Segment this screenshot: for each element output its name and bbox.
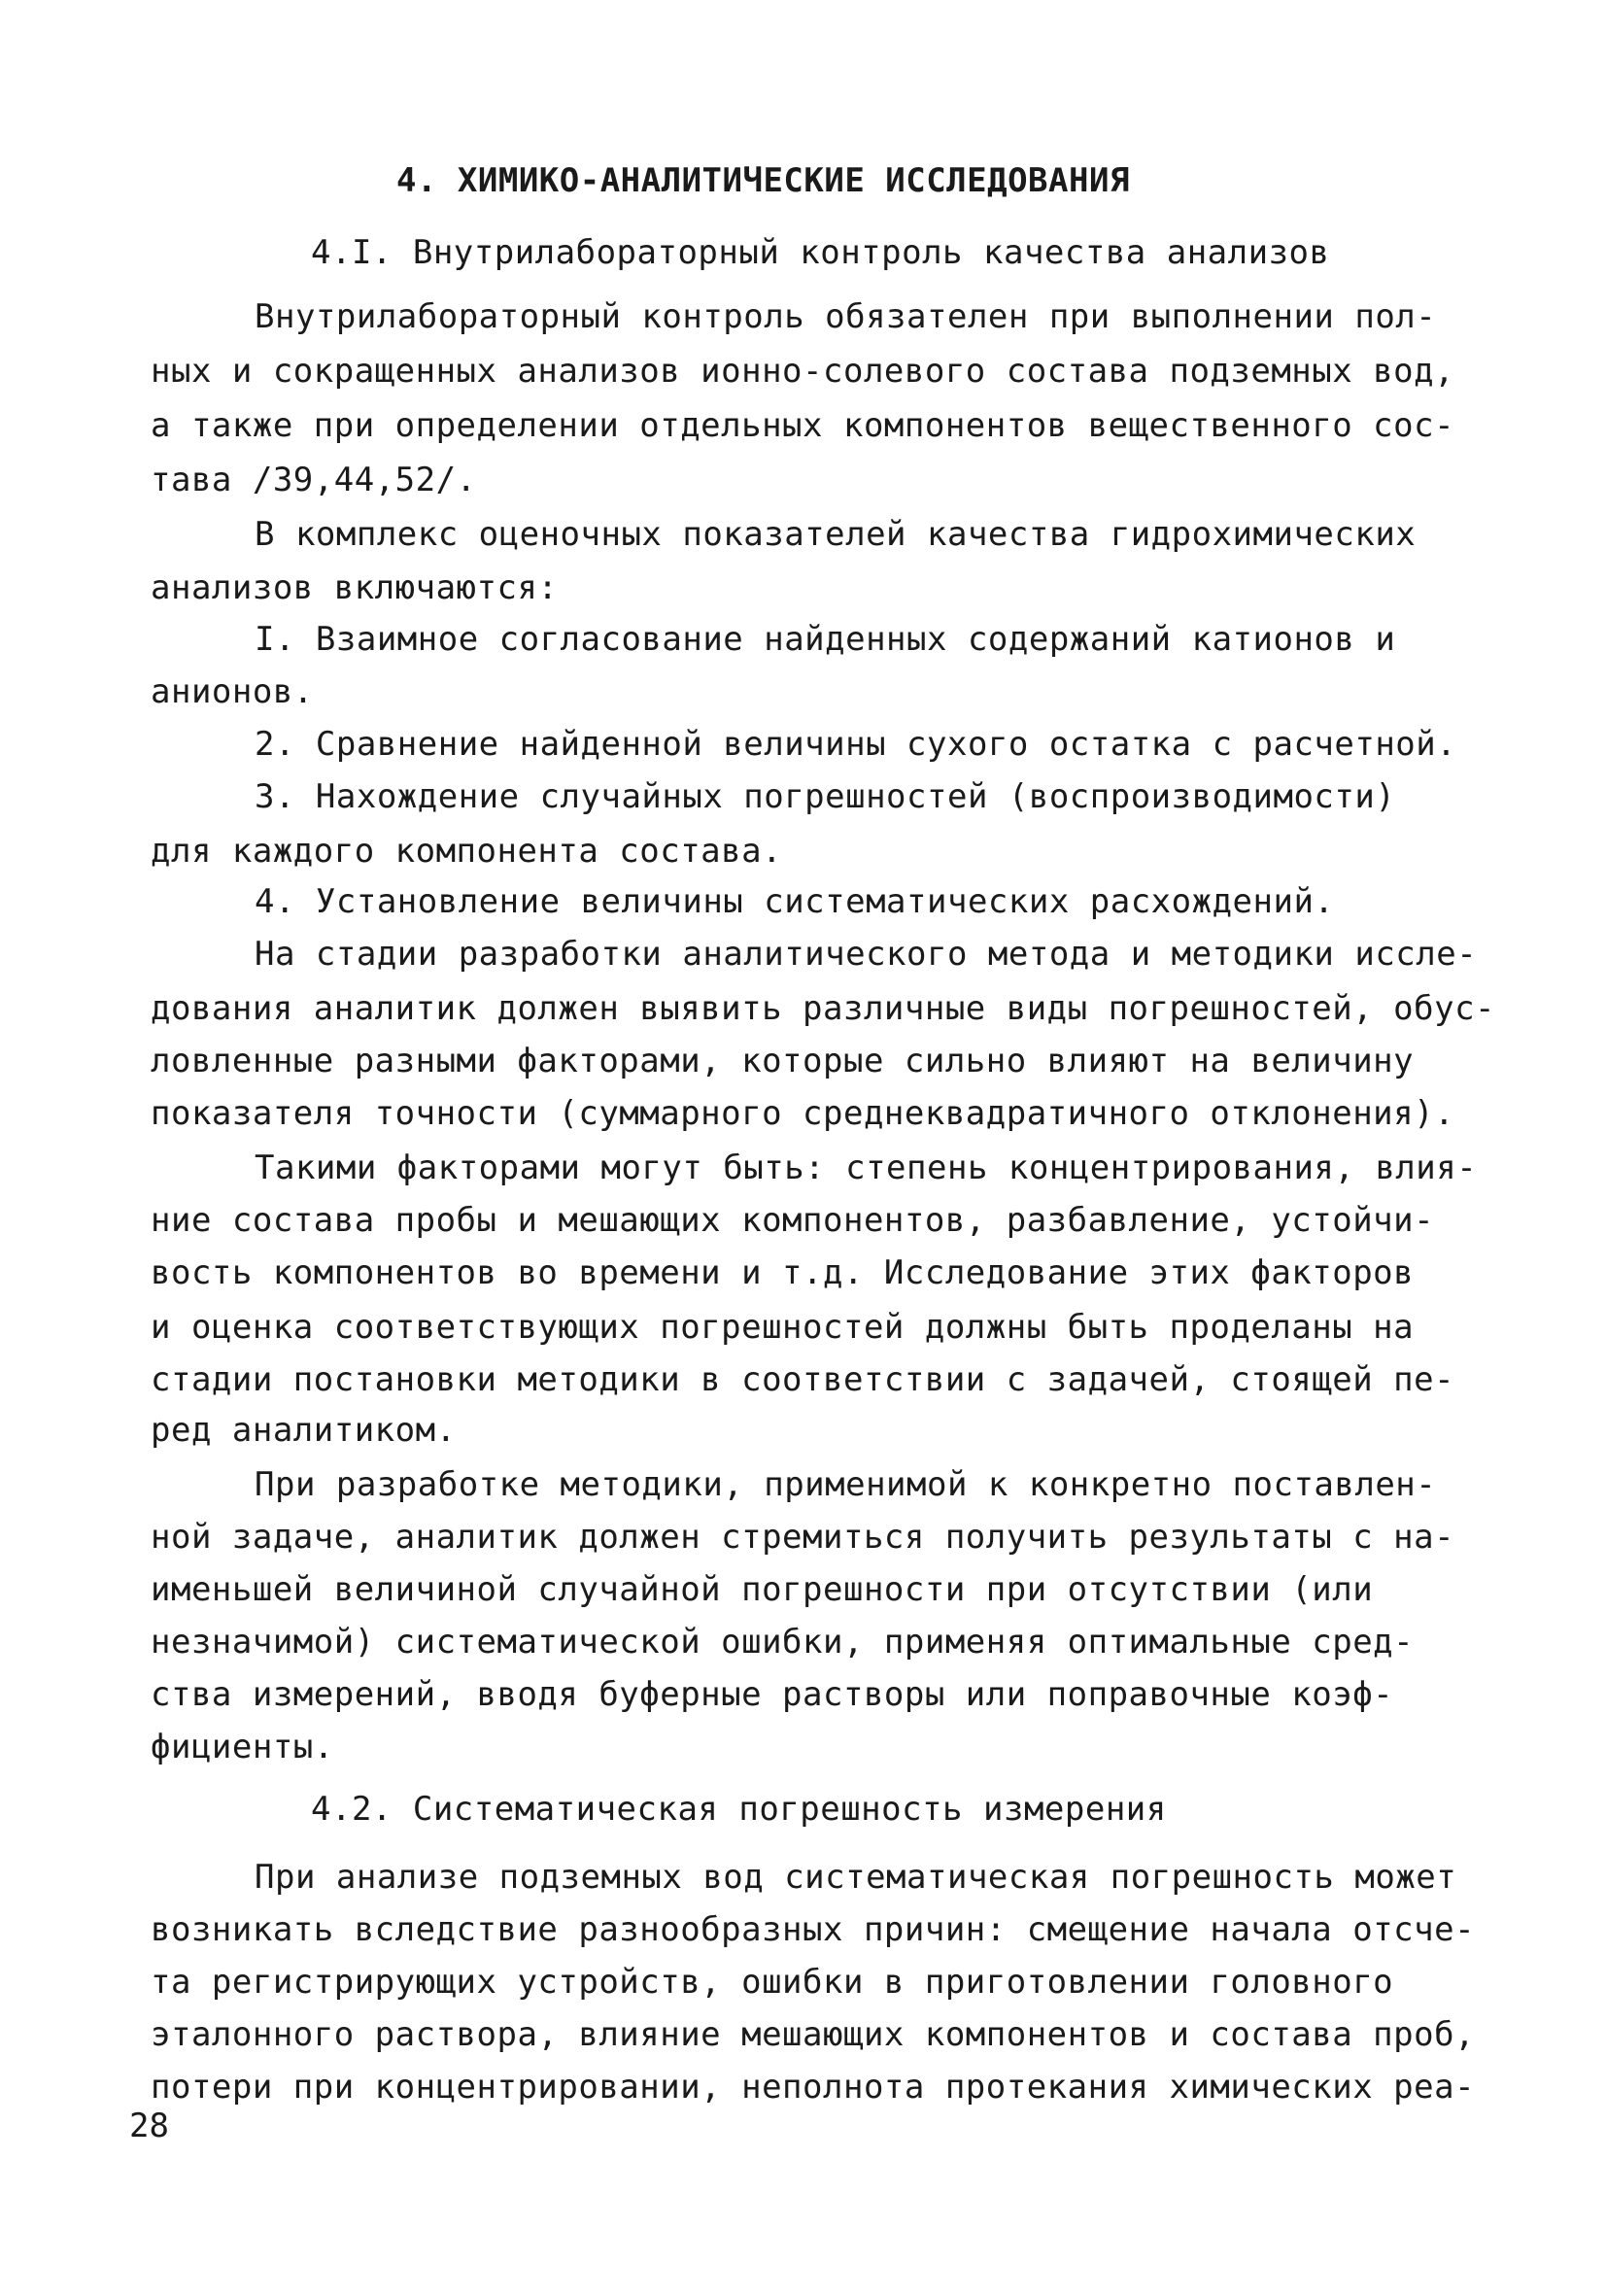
text-line: та регистрирующих устройств, ошибки в приготовлении головного (151, 1963, 1394, 2002)
text-line: ловленные разными факторами, которые сильно влияют на величину (151, 1042, 1415, 1080)
text-line: Такими факторами могут быть: степень концентрирования, влия- (255, 1148, 1478, 1187)
text-line: и оценка соответствующих погрешностей должны быть проделаны на (151, 1308, 1415, 1347)
page-number: 28 (129, 2107, 169, 2145)
text-line: дования аналитик должен выявить различные виды погрешностей, обус- (151, 989, 1496, 1028)
text-line: Внутрилабораторный контроль обязателен при выполнении пол- (255, 297, 1437, 336)
text-line: ние состава пробы и мешающих компонентов, разбавление, устойчи- (151, 1201, 1435, 1240)
text-line: потери при концентрировании, неполнота протекания химических реа- (151, 2068, 1476, 2107)
text-line: показателя точности (суммарного среднеквадратичного отклонения). (151, 1094, 1455, 1133)
text-line: эталонного раствора, влияние мешающих компонентов и состава проб, (151, 2015, 1476, 2054)
text-line: для каждого компонента состава. (151, 832, 783, 871)
text-line: В комплекс оценочных показателей качества гидрохимических (255, 515, 1417, 554)
subsection-heading: 4.2. Систематическая погрешность измерения (311, 1790, 1167, 1829)
text-line: 2. Сравнение найденной величины сухого остатка с расчетной. (255, 725, 1457, 764)
text-line: именьшей величиной случайной погрешности при отсутствии (или (151, 1570, 1374, 1609)
text-line: вость компонентов во времени и т.д. Исследование этих факторов (151, 1253, 1415, 1292)
text-line: незначимой) систематической ошибки, применяя оптимальные сред- (151, 1623, 1415, 1662)
text-line: стадии постановки методики в соответствии с задачей, стоящей пе- (151, 1360, 1455, 1399)
text-line: I. Взаимное согласование найденных содержаний катионов и (255, 620, 1396, 659)
text-line: На стадии разработки аналитического метода и методики иссле- (255, 935, 1478, 974)
section-heading: 4. ХИМИКО-АНАЛИТИЧЕСКИЕ ИССЛЕДОВАНИЯ (396, 161, 1130, 200)
text-line: а также при определении отдельных компонентов вещественного сос- (151, 406, 1455, 445)
text-line: 4. Установление величины систематических расхождений. (255, 882, 1335, 921)
text-line: анионов. (151, 672, 314, 711)
text-line: возникать вследствие разнообразных причин: смещение начала отсче- (151, 1910, 1476, 1949)
text-line: 3. Нахождение случайных погрешностей (воспроизводимости) (255, 777, 1396, 816)
text-line: ных и сокращенных анализов ионно-солевого состава подземных вод, (151, 352, 1455, 391)
text-line: При разработке методики, применимой к конкретно поставлен- (255, 1465, 1437, 1504)
text-line: ред аналитиком. (151, 1411, 457, 1450)
subsection-heading: 4.I. Внутрилабораторный контроль качества анализов (311, 233, 1330, 272)
text-line: фициенты. (151, 1728, 334, 1766)
text-line: ства измерений, вводя буферные растворы или поправочные коэф- (151, 1675, 1394, 1714)
text-line: ной задаче, аналитик должен стремиться получить результаты с на- (151, 1518, 1455, 1557)
text-line: анализов включаются: (151, 568, 559, 607)
text-line: тава /39,44,52/. (151, 461, 477, 499)
text-line: При анализе подземных вод систематическая погрешность может (255, 1858, 1457, 1897)
